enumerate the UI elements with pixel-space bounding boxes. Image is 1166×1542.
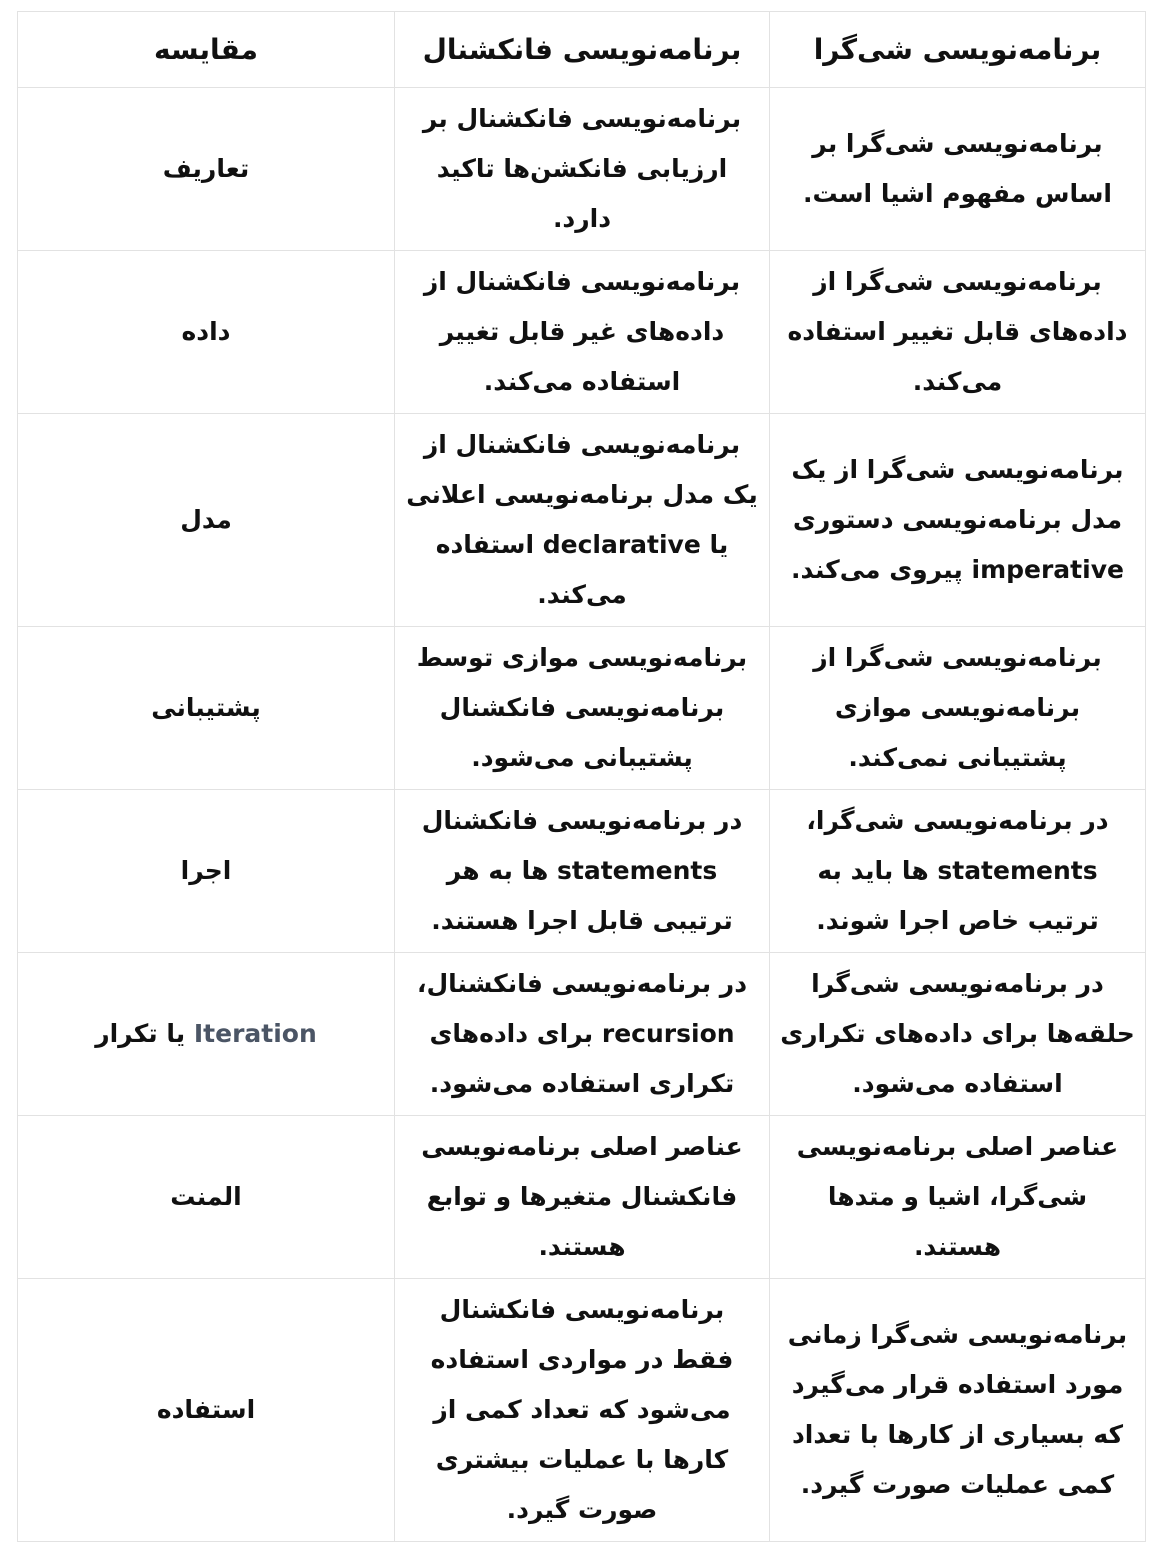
table-row-iteration (18, 953, 1146, 1116)
oop-data-cell: برنامه‌نویسی شی‌گرا از داده‌های قابل تغییر استفاده می‌کند. (770, 251, 1146, 414)
fp-iteration-cell: در برنامه‌نویسی فانکشنال، recursion برای داده‌های تکراری استفاده می‌شود. (395, 953, 770, 1116)
criterion-definitions: تعاریف (18, 88, 395, 251)
fp-usage-cell: برنامه‌نویسی فانکشنال فقط در مواردی استفاده می‌شود که تعداد کمی از کارها با عملیات بیشتری صورت گیرد. (395, 1279, 770, 1542)
table-row-usage (18, 1279, 1146, 1542)
header-fp: برنامه‌نویسی فانکشنال (395, 12, 770, 88)
oop-usage-cell: برنامه‌نویسی شی‌گرا زمانی مورد استفاده قرار می‌گیرد که بسیاری از کارها با تعداد کمی عملیات صورت گیرد. (770, 1279, 1146, 1542)
oop-iteration-cell: در برنامه‌نویسی شی‌گرا حلقه‌ها برای داده‌های تکراری استفاده می‌شود. (770, 953, 1146, 1116)
oop-support-cell: برنامه‌نویسی شی‌گرا از برنامه‌نویسی موازی پشتیبانی نمی‌کند. (770, 627, 1146, 790)
criterion-usage: استفاده (18, 1279, 395, 1542)
fp-execution-cell: در برنامه‌نویسی فانکشنال statements ها به هر ترتیبی قابل اجرا هستند. (395, 790, 770, 953)
oop-execution-cell: در برنامه‌نویسی شی‌گرا، statements ها باید به ترتیب خاص اجرا شوند. (770, 790, 1146, 953)
fp-definition-cell: برنامه‌نویسی فانکشنال بر ارزیابی فانکشن‌ها تاکید دارد. (395, 88, 770, 251)
criterion-model: مدل (18, 414, 395, 627)
criterion-iteration-en: Iteration (193, 1019, 317, 1048)
fp-model-cell: برنامه‌نویسی فانکشنال از یک مدل برنامه‌نویسی اعلانی یا declarative استفاده می‌کند. (395, 414, 770, 627)
table-header-row (18, 12, 1146, 88)
oop-vs-fp-comparison-table (17, 11, 1146, 1542)
table-row-model (18, 414, 1146, 627)
table-row-execution (18, 790, 1146, 953)
fp-support-cell: برنامه‌نویسی موازی توسط برنامه‌نویسی فانکشنال پشتیبانی می‌شود. (395, 627, 770, 790)
fp-element-cell: عناصر اصلی برنامه‌نویسی فانکشنال متغیرها و توابع هستند. (395, 1116, 770, 1279)
table-row-data (18, 251, 1146, 414)
header-oop: برنامه‌نویسی شی‌گرا (770, 12, 1146, 88)
criterion-support: پشتیبانی (18, 627, 395, 790)
criterion-execution: اجرا (18, 790, 395, 953)
table-row-support (18, 627, 1146, 790)
oop-model-cell: برنامه‌نویسی شی‌گرا از یک مدل برنامه‌نویسی دستوری imperative پیروی می‌کند. (770, 414, 1146, 627)
oop-definition-cell: برنامه‌نویسی شی‌گرا بر اساس مفهوم اشیا است. (770, 88, 1146, 251)
comparison-table-container (17, 11, 1145, 1542)
criterion-iteration (18, 953, 395, 1116)
criterion-element: المنت (18, 1116, 395, 1279)
criterion-data: داده (18, 251, 395, 414)
table-row-element (18, 1116, 1146, 1279)
header-compare: مقایسه (18, 12, 395, 88)
table-row-definitions (18, 88, 1146, 251)
oop-element-cell: عناصر اصلی برنامه‌نویسی شی‌گرا، اشیا و متدها هستند. (770, 1116, 1146, 1279)
fp-data-cell: برنامه‌نویسی فانکشنال از داده‌های غیر قابل تغییر استفاده می‌کند. (395, 251, 770, 414)
criterion-iteration-fa: یا تکرار (95, 1019, 186, 1048)
